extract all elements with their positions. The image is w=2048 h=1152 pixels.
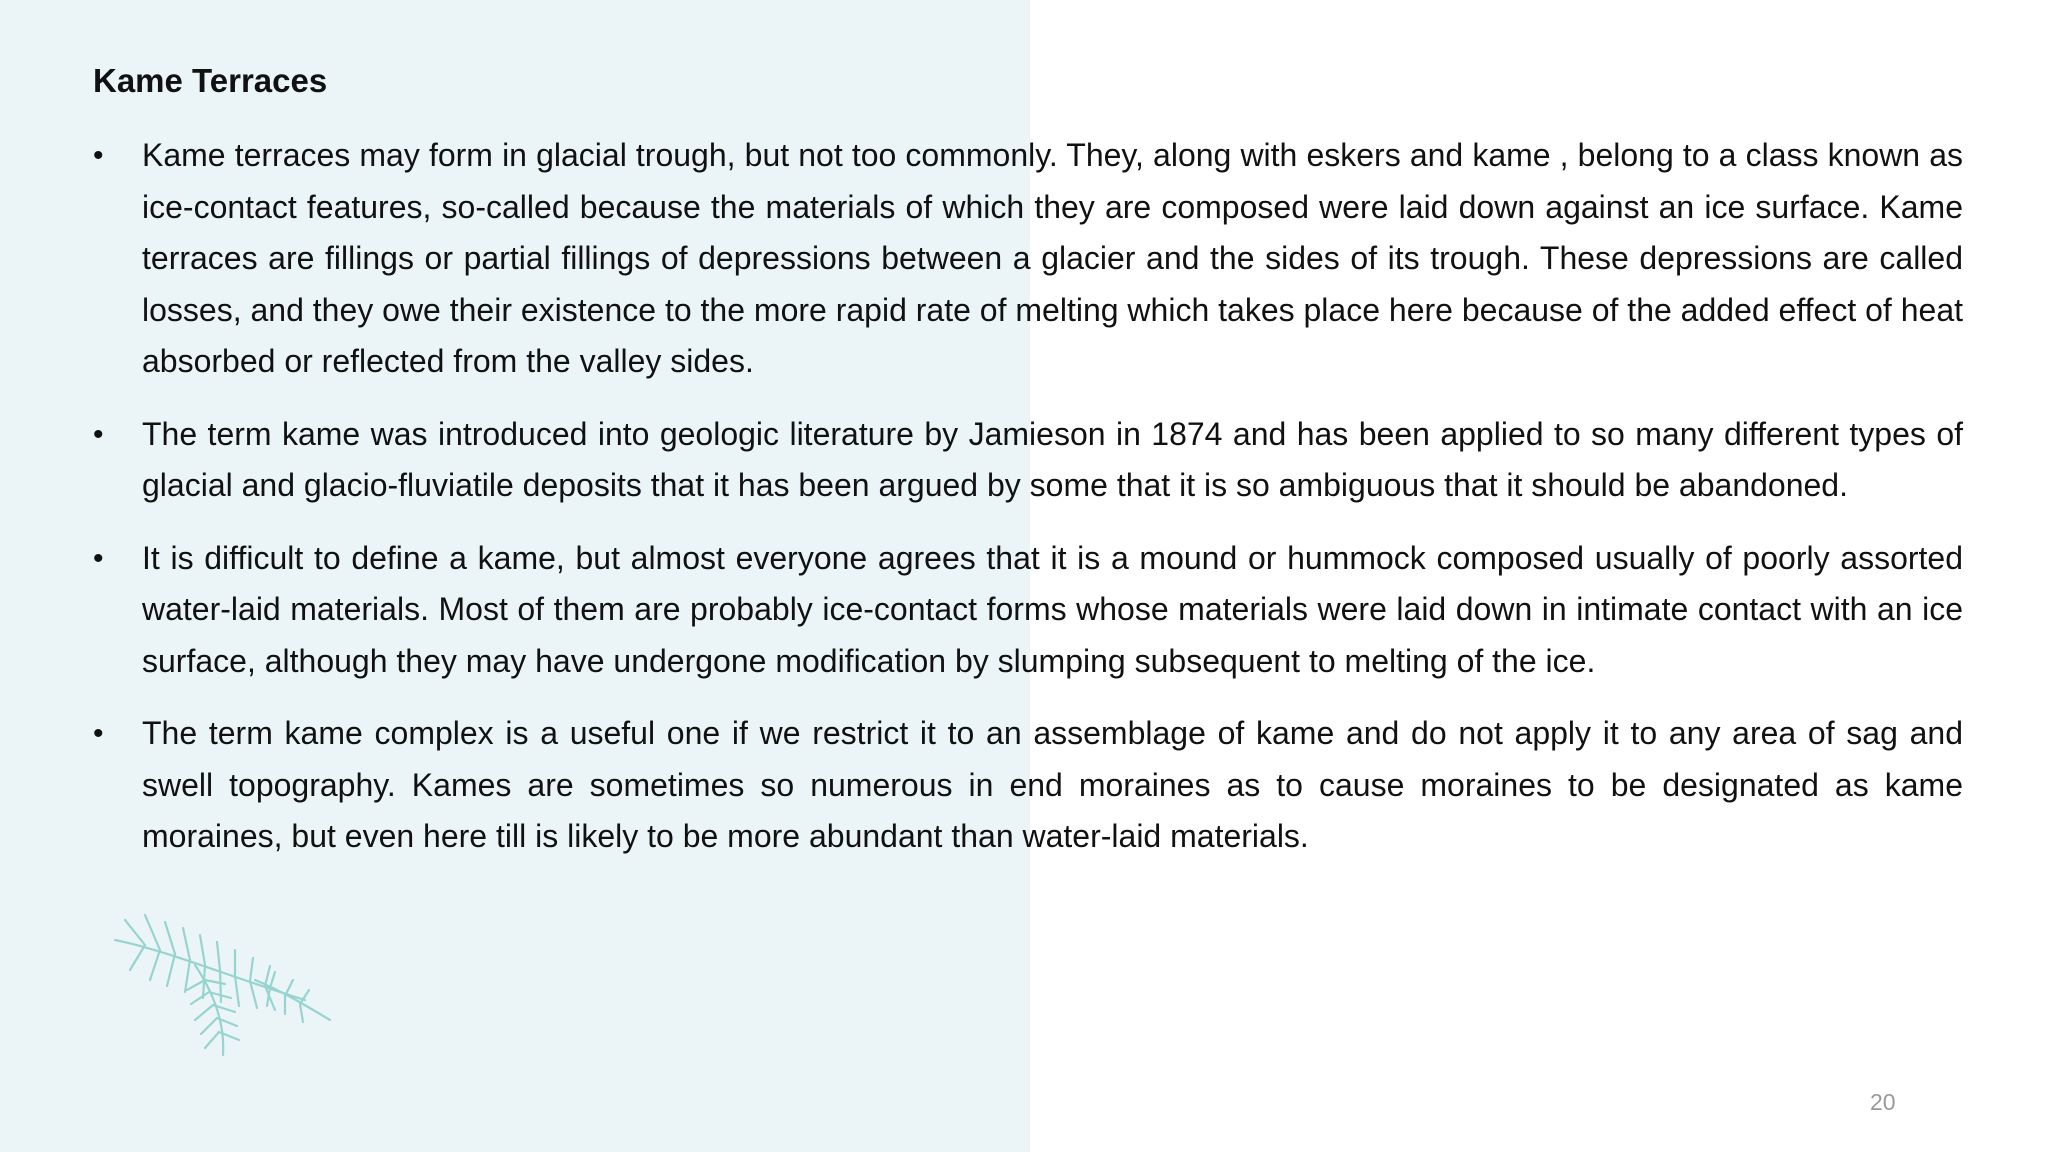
bullet-item (93, 708, 1963, 863)
bullet-item (93, 409, 1963, 512)
bullet-text: The term kame was introduced into geologic literature by Jamieson in 1874 and has been applied to so many different types of glacial and glacio-fluviatile deposits that it has been argued by some that it is so ambiguous that it should be abandoned. (142, 415, 1963, 503)
bullet-marker: • (93, 417, 104, 451)
bullet-marker: • (93, 139, 104, 172)
bullet-text: The term kame complex is a useful one if we restrict it to an assemblage of kame and do not apply it to any area of sag and swell topography. Kames are sometimes so numerous in end moraines as to cause moraines to be designated as kame moraines, but even here till is likely to be more abundant than water-laid materials. (142, 715, 1963, 854)
bullet-text: It is difficult to define a kame, but almost everyone agrees that it is a mound or hummock composed usually of poorly assorted water-laid materials. Most of them are probably ice-contact forms whose materials were laid down in intimate contact with an ice surface, although they may have undergone modification by slumping subsequent to melting of the ice. (142, 539, 1963, 679)
bullet-marker: • (93, 541, 104, 575)
bullet-text: Kame terraces may form in glacial trough, but not too commonly. They, along with eskers and kame , belong to a class known as ice-contact features, so-called because the materials of which they are composed were laid down against an ice surface. Kame terraces are fillings or partial fillings of depressions between a glacier and the sides of its trough. These depressions are called losses, and they owe their existence to the more rapid rate of melting which takes place here because of the added effect of heat absorbed or reflected from the valley sides. (142, 137, 1963, 379)
bullet-list (93, 130, 1963, 863)
slide-title: Kame Terraces (93, 62, 328, 99)
bullet-item (93, 533, 1963, 688)
slide-content (93, 58, 1963, 884)
fern-branch-icon (105, 880, 335, 1060)
bullet-item (93, 130, 1963, 388)
bullet-marker: • (93, 717, 104, 750)
page-number: 20 (1870, 1089, 1896, 1115)
